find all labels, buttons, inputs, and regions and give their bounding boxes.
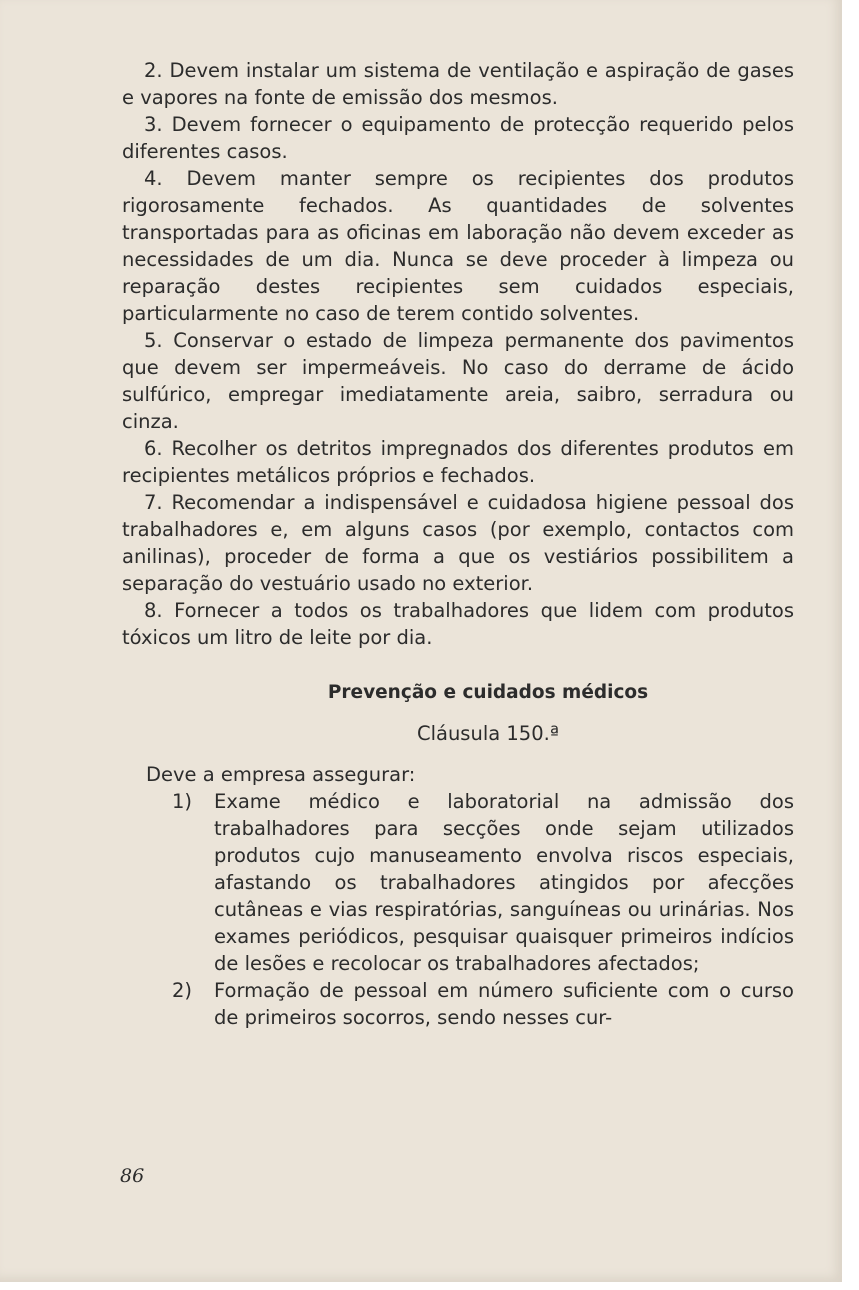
- section-heading: Prevenção e cuidados médicos: [327, 682, 649, 703]
- scan-margin: [842, 0, 859, 1290]
- paragraph-6: 6. Recolher os detritos impregnados dos diferentes produtos em recipientes metálicos próprios e fechados.: [122, 437, 794, 487]
- list-item-number: 2): [172, 979, 193, 1002]
- paragraph-2: 2. Devem instalar um sistema de ventilação e aspiração de gases e vapores na fonte de emissão dos mesmos.: [122, 59, 794, 109]
- paragraph-4: 4. Devem manter sempre os recipientes dos produtos rigorosamente fechados. As quantidades de solventes transportadas para as oficinas em laboração não devem exceder as necessidades de um dia. Nunca se deve proceder à limpeza ou reparação destes recipientes sem cuidados especiais, particularmente no caso de terem contido solventes.: [122, 167, 794, 325]
- clause-title: Cláusula 150.ª: [416, 722, 560, 745]
- paragraph-5: 5. Conservar o estado de limpeza permanente dos pavimentos que devem ser impermeáveis. No caso do derrame de ácido sulfúrico, empregar imediatamente areia, saibro, serradura ou cinza.: [122, 329, 794, 433]
- paragraph-8: 8. Fornecer a todos os trabalhadores que lidem com produtos tóxicos um litro de leite por dia.: [122, 599, 794, 649]
- paragraph-3: 3. Devem fornecer o equipamento de protecção requerido pelos diferentes casos.: [122, 113, 794, 163]
- list-item: [122, 977, 794, 1031]
- page-number: 86: [120, 1165, 145, 1187]
- body-text: [122, 57, 794, 1031]
- list-item-text: Exame médico e laboratorial na admissão dos trabalhadores para secções onde sejam utilizados produtos cujo manuseamento envolva riscos especiais, afastando os trabalhadores atingidos por afecções cutâneas e vias respiratórias, sanguíneas ou urinárias. Nos exames periódicos, pesquisar quaisquer primeiros indícios de lesões e recolocar os trabalhadores afectados;: [214, 790, 794, 975]
- list-item: [122, 788, 794, 977]
- clause-intro: Deve a empresa assegurar:: [146, 763, 416, 786]
- list-item-number: 1): [172, 790, 193, 813]
- list-item-text: Formação de pessoal em número suficiente com o curso de primeiros socorros, sendo nesses cur-: [214, 979, 794, 1029]
- paragraph-7: 7. Recomendar a indispensável e cuidadosa higiene pessoal dos trabalhadores e, em alguns casos (por exemplo, contactos com anilinas), proceder de forma a que os vestiários possibilitem a separação do vestuário usado no exterior.: [122, 491, 794, 595]
